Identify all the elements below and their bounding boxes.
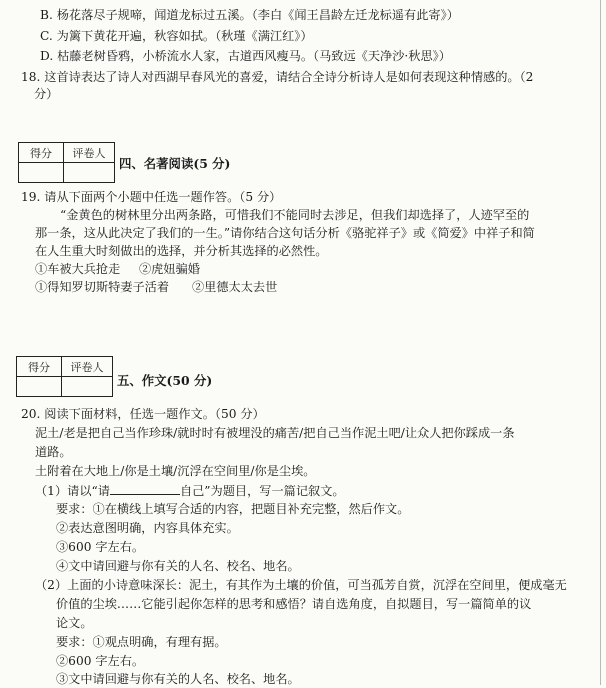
q20-poem-line2: 道路。: [35, 445, 72, 459]
q20-prompt1-title: [35, 482, 345, 500]
title-fill-blank[interactable]: [110, 482, 180, 495]
q20-stem: 20. 阅读下面材料，任选一题作文。（50 分）: [21, 407, 265, 421]
prompt1-prefix: （1）请以“请: [35, 484, 110, 498]
grader-header: 评卷人: [64, 143, 115, 163]
q19-quote-line2: 那一条，这从此决定了我们的一生。”请你结合这句话分析《骆驼祥子》或《简爱》中祥子和简: [35, 226, 535, 240]
q17-option-d: D. 枯藤老树昏鸦，小桥流水人家，古道西风瘦马。（马致远《天净沙·秋思》）: [40, 49, 451, 63]
q19-option1b: ②虎妞骗婚: [139, 262, 200, 276]
q20-prompt2-line1: （2）上面的小诗意味深长：泥土，有其作为土壤的价值，可当孤芳自赏，沉浮在空间里，便成毫无: [35, 578, 567, 592]
section4-title: 四、名著阅读(5 分): [119, 156, 231, 171]
score-header: 得分: [19, 143, 64, 163]
q20-prompt1-req2: ②表达意图明确，内容具体充实。: [56, 521, 239, 535]
score-cell[interactable]: [17, 377, 62, 397]
grader-cell[interactable]: [62, 377, 113, 397]
q17-option-b: B. 杨花落尽子规啼，闻道龙标过五溪。（李白《闻王昌龄左迁龙标遥有此寄》）: [40, 8, 459, 22]
q20-prompt2-line2: 价值的尘埃……它能引起你怎样的思考和感悟？请自选角度，自拟题目，写一篇简单的议: [56, 597, 532, 611]
page-edge-margin: [600, 0, 606, 685]
q20-poem-line1: 泥土/老是把自己当作珍珠/就时时有被埋没的痛苦/把自己当作泥土吧/让众人把你踩成一条: [35, 426, 515, 440]
q20-prompt1-req4: ④文中请回避与你有关的人名、校名、地名。: [56, 559, 300, 573]
q19-quote-line3: 在人生重大时刻做出的选择，并分析其选择的必然性。: [35, 244, 328, 258]
q17-option-c: C. 为篱下黄花开遍，秋容如拭。（秋瑾《满江红》）: [40, 29, 313, 43]
q19-stem: 19. 请从下面两个小题中任选一题作答。（5 分）: [21, 190, 282, 204]
q20-prompt2-req1: 要求：①观点明确，有理有据。: [56, 635, 227, 649]
q19-option2a: ①得知罗切斯特妻子活着: [35, 280, 170, 294]
q19-option2b: ②里德太太去世: [192, 280, 278, 294]
q20-prompt1-req1: 要求：①在横线上填写合适的内容，把题目补充完整，然后作文。: [56, 502, 410, 516]
q20-prompt2-req3: ③文中请回避与你有关的人名、校名、地名。: [56, 672, 300, 686]
prompt1-suffix: 自己”为题目，写一篇记叙文。: [179, 484, 345, 498]
q18-text-line1: 18. 这首诗表达了诗人对西湖早春风光的喜爱，请结合全诗分析诗人是如何表现这种情感的。（2: [21, 70, 534, 84]
score-cell[interactable]: [19, 163, 64, 183]
score-header: 得分: [17, 357, 62, 377]
score-table-section4: [18, 142, 115, 183]
grader-header: 评卷人: [62, 357, 113, 377]
q20-prompt1-req3: ③600 字左右。: [56, 540, 145, 554]
q19-option1a: ①车被大兵抢走: [35, 262, 121, 276]
score-table-section5: [16, 356, 113, 397]
q19-quote-line1: “金黄色的树林里分出两条路，可惜我们不能同时去涉足，但我们却选择了，人迹罕至的: [60, 208, 530, 222]
q20-prompt2-line3: 论文。: [56, 616, 93, 630]
q18-text-line2: 分）: [34, 87, 59, 101]
q20-prompt2-req2: ②600 字左右。: [56, 654, 145, 668]
section5-title: 五、作文(50 分): [117, 373, 213, 388]
q20-poem-line3: 土附着在大地上/你是土壤/沉浮在空间里/你是尘埃。: [35, 464, 316, 478]
grader-cell[interactable]: [64, 163, 115, 183]
